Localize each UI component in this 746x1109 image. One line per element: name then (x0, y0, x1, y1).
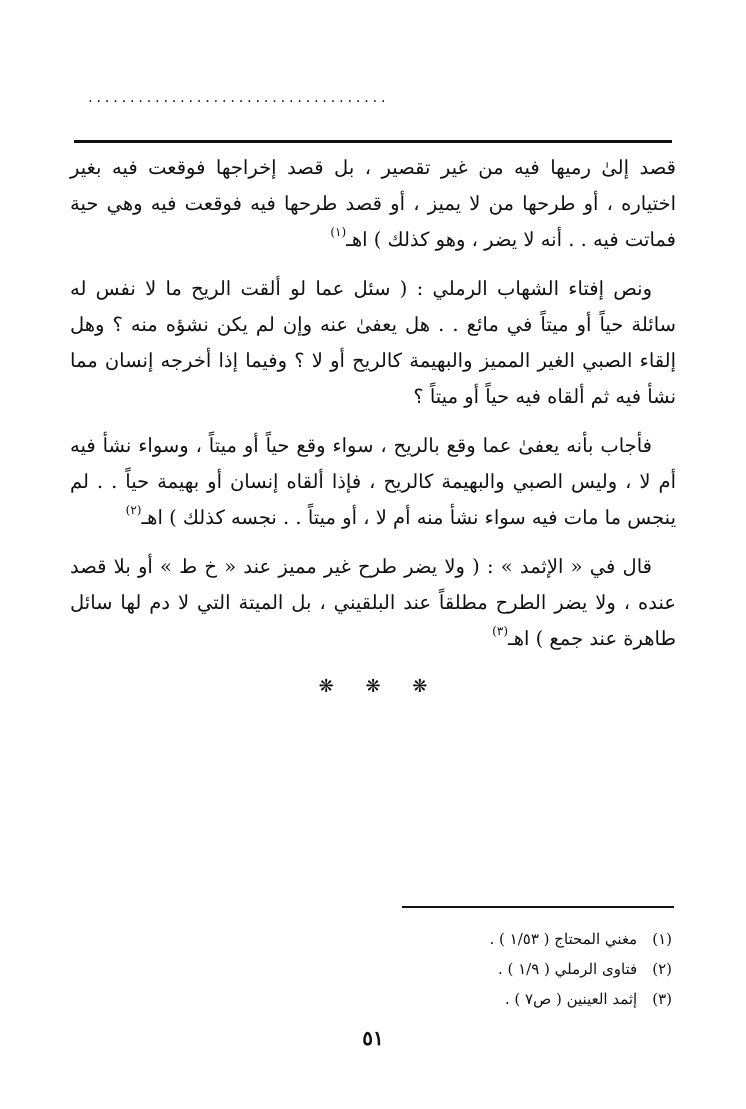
section-separator-stars: ❋ ❋ ❋ (318, 676, 428, 697)
paragraph-3-text: فأجاب بأنه يعفىٰ عما وقع بالريح ، سواء وقع حياً أو ميتاً ، وسواء نشأ فيه أم لا ، وليس الصبي والبهيمة كالريح ، فإذا ألقاه إنسان أو بهيمة حياً . . لم ينجس ما مات فيه سواء نشأ منه أم لا ، أو ميتاً . . نجسه كذلك ) اهـ (70, 434, 676, 529)
page-number: ٥١ (362, 1026, 384, 1050)
footnote-3 (252, 984, 672, 1014)
footnote-ref-3: (٣) (492, 623, 508, 638)
paragraph-2 (70, 271, 676, 415)
paragraph-2-text: ونص إفتاء الشهاب الرملي : ( سئل عما لو ألقت الريح ما لا نفس له سائلة حياً أو ميتاً في مائع . . هل يعفىٰ عنه وإن لم يكن نشؤه منه ؟ وهل إلقاء الصبي الغير المميز والبهيمة كالريح أو لا ؟ وفيما إذا أخرجه إنسان مما نشأ فيه ثم ألقاه فيه حياً أو ميتاً ؟ (70, 277, 676, 408)
footnotes (252, 924, 672, 1014)
footnote-1-number: (١) (652, 930, 672, 948)
paragraph-1-text: قصد إلىٰ رميها فيه من غير تقصير ، بل قصد إخراجها فوقعت فيه بغير اختياره ، أو طرحها من لا يميز ، أو قصد طرحها فيه فوقعت فيه وهي حية فماتت فيه . . أنه لا يضر ، وهو كذلك ) اهـ (70, 156, 676, 251)
running-header-dots: .................................... (88, 88, 390, 106)
body-text (70, 150, 676, 670)
paragraph-1 (70, 150, 676, 258)
footnote-rule (402, 906, 674, 908)
footnote-1 (252, 924, 672, 954)
paragraph-3 (70, 428, 676, 536)
paragraph-4 (70, 549, 676, 657)
footnote-3-number: (٣) (652, 990, 672, 1008)
footnote-3-text: إثمد العينين ( ص٧ ) . (504, 990, 638, 1008)
header-rule (74, 140, 672, 143)
footnote-1-text: مغني المحتاج ( ١/٥٣ ) . (489, 930, 638, 948)
footnote-2 (252, 954, 672, 984)
footnote-ref-2: (٢) (125, 502, 142, 517)
footnote-2-number: (٢) (652, 960, 672, 978)
footnote-ref-1: (١) (330, 224, 347, 239)
paragraph-4-text: قال في « الإثمد » : ( ولا يضر طرح غير مميز عند « خ ط » أو بلا قصد عنده ، ولا يضر الطرح مطلقاً عند البلقيني ، بل الميتة التي لا دم لها سائل طاهرة عند جمع ) اهـ (70, 555, 676, 650)
footnote-2-text: فتاوى الرملي ( ١/٩ ) . (497, 960, 638, 978)
